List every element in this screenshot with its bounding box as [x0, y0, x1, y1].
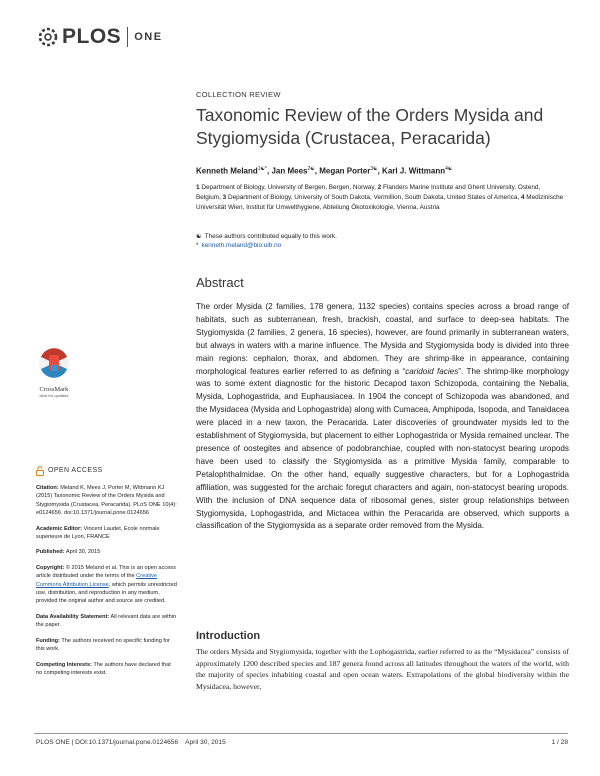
citation-block: [36, 484, 178, 518]
introduction-heading: Introduction: [196, 630, 261, 642]
author-name[interactable]: Jan Mees: [271, 166, 308, 176]
author-name[interactable]: Karl J. Wittmann: [382, 166, 446, 176]
affiliations: [196, 183, 566, 214]
affiliation-number: 3: [222, 194, 227, 202]
abstract-heading: Abstract: [196, 275, 244, 290]
abstract-part: The order Mysida (2 families, 178 genera, 1132 species) contains species across a broad range of habitats, such as subterranean, fresh, brackish, coastal, and surface to deep-sea habitats. The Stygiomysida (2 families, 2 genera, 16 species), however, are found primarily in subterranean waters, but always in waters with a marine influence. The Mysida and Stygiomysida body is divided into three main regions: cephalon, thorax, and abdomen. They are shrimp-like in appearance, containing morphological features earlier referred to as defining a “: [196, 302, 569, 376]
license-link[interactable]: Creative Commons Attribution License: [36, 573, 157, 588]
author-marker: 4☯: [445, 166, 453, 172]
affiliation-number: 1: [196, 184, 200, 191]
crossmark-label: CrossMark: [39, 386, 69, 393]
crossmark-sublabel: click for updates: [39, 393, 69, 398]
footer-divider: [34, 733, 568, 734]
corresponding-email: [196, 242, 281, 249]
data-availability-text: All relevant data are within the paper.: [36, 613, 177, 629]
funding-label: Funding:: [36, 637, 60, 644]
equal-contribution-icon: ☯: [196, 233, 202, 240]
author-list: Kenneth Meland$^{1☯*}$, Jan Mees$^{2☯}$, Megan Porter$^{3☯}$, Karl J. Wittmann$^{4☯}$: [196, 166, 453, 176]
citation-label: Citation:: [36, 485, 59, 491]
copyright-text: © 2015 Meland et al. This is an open access article distributed under the terms of the: [36, 564, 176, 580]
footer-citation: PLOS ONE | DOI:10.1371/journal.pone.0124656 April 30, 2015: [36, 739, 226, 746]
author-marker: 1☯*: [257, 166, 267, 172]
abstract-text: [196, 301, 569, 533]
copyright-text: , which permits unrestricted use, distribution, and reproduction in any medium, provided the original author and source are credited.: [36, 581, 177, 605]
abstract-italic-term: caridoid facies: [405, 366, 459, 376]
affiliation-text: Department of Biology, University of Bergen, Bergen, Norway,: [201, 184, 376, 191]
crossmark-icon: [34, 347, 74, 379]
page-number: 1 / 28: [551, 739, 568, 746]
affiliation-text: Flanders Marine Institute and Ghent University, Ostend, Belgium,: [196, 184, 541, 202]
author-marker: 2☯: [307, 166, 315, 172]
affiliation-number: 4: [520, 194, 525, 202]
published-block: [36, 548, 178, 556]
editor-block: [36, 525, 178, 542]
email-link[interactable]: kenneth.meland@bio.uib.no: [201, 242, 282, 249]
affiliation-text: Department of Biology, University of South Dakota, Vermillion, South Dakota, United States of America,: [228, 194, 520, 202]
introduction-text: The orders Mysida and Stygiomysida, together with the Lophogastrida, earlier referred to as the “Mysidacea” consists of approximately 1200 described species and 187 genera found across all latitudes throughout the waters of the world, with the majority of species inhabiting coastal and open ocean waters. Extrapolations of the global biodiversity within the Mysidacea, however,: [196, 647, 569, 691]
affiliation-number: 2: [377, 184, 382, 191]
copyright-block: [36, 564, 178, 606]
editor-text: Vincent Laudet, Ecole normale superieure de Lyon, FRANCE: [36, 525, 160, 541]
logo-one-text: ONE: [134, 31, 163, 43]
article-title: Taxonomic Review of the Orders Mysida and Stygiomysida (Crustacea, Peracarida): [196, 105, 544, 148]
logo-plos-text: PLOS: [62, 25, 122, 48]
funding-block: [36, 637, 178, 654]
author-name[interactable]: Kenneth Meland: [196, 166, 258, 176]
equal-contribution-text: These authors contributed equally to this work.: [204, 233, 337, 240]
published-date: April 30, 2015: [65, 549, 101, 556]
citation-text: Meland K, Mees J, Porter M, Wittmann KJ (2015) Taxonomic Review of the Orders Mysida and Stygiomysida (Crustacea, Peracarida). PLoS ONE 10(4): e0124656. doi:10.1371/journal.pone.0124656: [36, 485, 177, 517]
crossmark-badge[interactable]: [34, 347, 74, 398]
logo-separator: [127, 27, 128, 47]
competing-interests-label: Competing Interests:: [36, 661, 92, 668]
copyright-label: Copyright:: [36, 564, 65, 571]
funding-text: The authors received no specific funding for this work.: [36, 637, 170, 653]
editor-label: Academic Editor:: [36, 525, 83, 532]
asterisk-marker: *: [196, 242, 199, 249]
equal-contribution-note: [196, 232, 337, 242]
article-type: COLLECTION REVIEW: [196, 90, 281, 99]
data-availability-label: Data Availability Statement:: [36, 613, 110, 620]
author-marker: 3☯: [370, 166, 378, 172]
published-label: Published:: [36, 549, 65, 556]
competing-interests-text: The authors have declared that no competing interests exist.: [36, 661, 171, 676]
article-info-sidebar: [36, 466, 178, 684]
open-access-label: OPEN ACCESS: [48, 466, 103, 474]
affiliation-text: Medizinische Universität Wien, Institut für Umwelthygiene, Abteilung Ökotoxikologie, Vienna, Austria: [196, 194, 564, 212]
author-name[interactable]: Megan Porter: [319, 166, 371, 176]
plos-one-logo: [36, 24, 163, 50]
open-access-badge: [36, 466, 178, 476]
abstract-part: ”. The shrimp-like morphology was to some extent diagnostic for the historic Decapod taxon Schizopoda, containing the Nebalia, Mysida, Lophogastrida, and Euphausiacea. In 1904 the concept of Schizopoda was abandoned, and the Mysidacea (Mysida and Lophogastrida) along with Cumacea, Amphipoda, Isopoda, and Tanaidacea were placed in a new taxon, the Peracarida. Later discoveries of groundwater mysids led to the establishment of Stygiomysida, but placement to either Lophogastrida or Mysida remained unclear. The presence of oostegites and absence of podobranchiae, coupled with non-statocyst bearing uropods have been used to classify the Stygiomysida as a primitive Mysida family, comparable to Petalophthalmidae. On the other hand, equally suggestive characters, but for a Lophogastrida affiliation, was suggested for the archaic foregut characters and again, non-statocyst bearing uropods. With the inclusion of DNA sequence data of ribosomal genes, sister group relationships between Stygiomysida, Lophogastrida, and Mictacea within the Peracarida are observed, which supports a classification of the Stygiomysida as a separate order removed from the Mysida.: [196, 366, 569, 531]
plos-logo-icon: [36, 25, 60, 49]
data-availability-block: [36, 613, 178, 630]
competing-interests-block: [36, 661, 178, 678]
open-lock-icon: [36, 466, 44, 476]
